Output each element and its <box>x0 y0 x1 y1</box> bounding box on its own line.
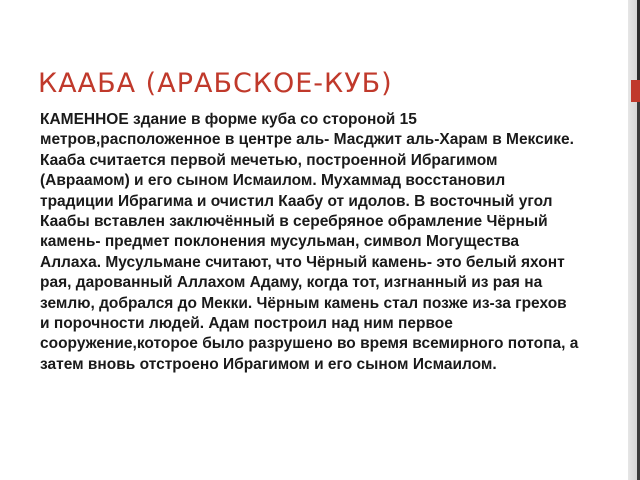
slide-edge-accent-bar <box>631 80 640 102</box>
slide-title: КААБА (АРАБСКОЕ-КУБ) <box>38 68 393 99</box>
slide-body-text: КАМЕННОЕ здание в форме куба со стороной 15 метров,расположенное в центре аль- Масджит аль-Харам в Мексике. Кааба считается первой мечетью, построенной Ибрагимом (Авраамом) и его сыном Исмаилом. Мухаммад восстановил традиции Ибрагима и очистил Каабу от идолов. В восточный угол Каабы вставлен заключённый в серебряное обрамление Чёрный камень- предмет поклонения мусульман, символ Могущества Аллаха. Мусульмане считают, что Чёрный камень- это белый яхонт рая, дарованный Аллахом Адаму, когда тот, изгнанный из рая на землю, добрался до Мекки. Чёрным камень стал позже из-за грехов и порочности людей. Адам построил над ним первое сооружение,которое было разрушено во время всемирного потопа, а затем вновь отстроено Ибрагимом и его сыном Исмаилом. <box>40 111 579 373</box>
